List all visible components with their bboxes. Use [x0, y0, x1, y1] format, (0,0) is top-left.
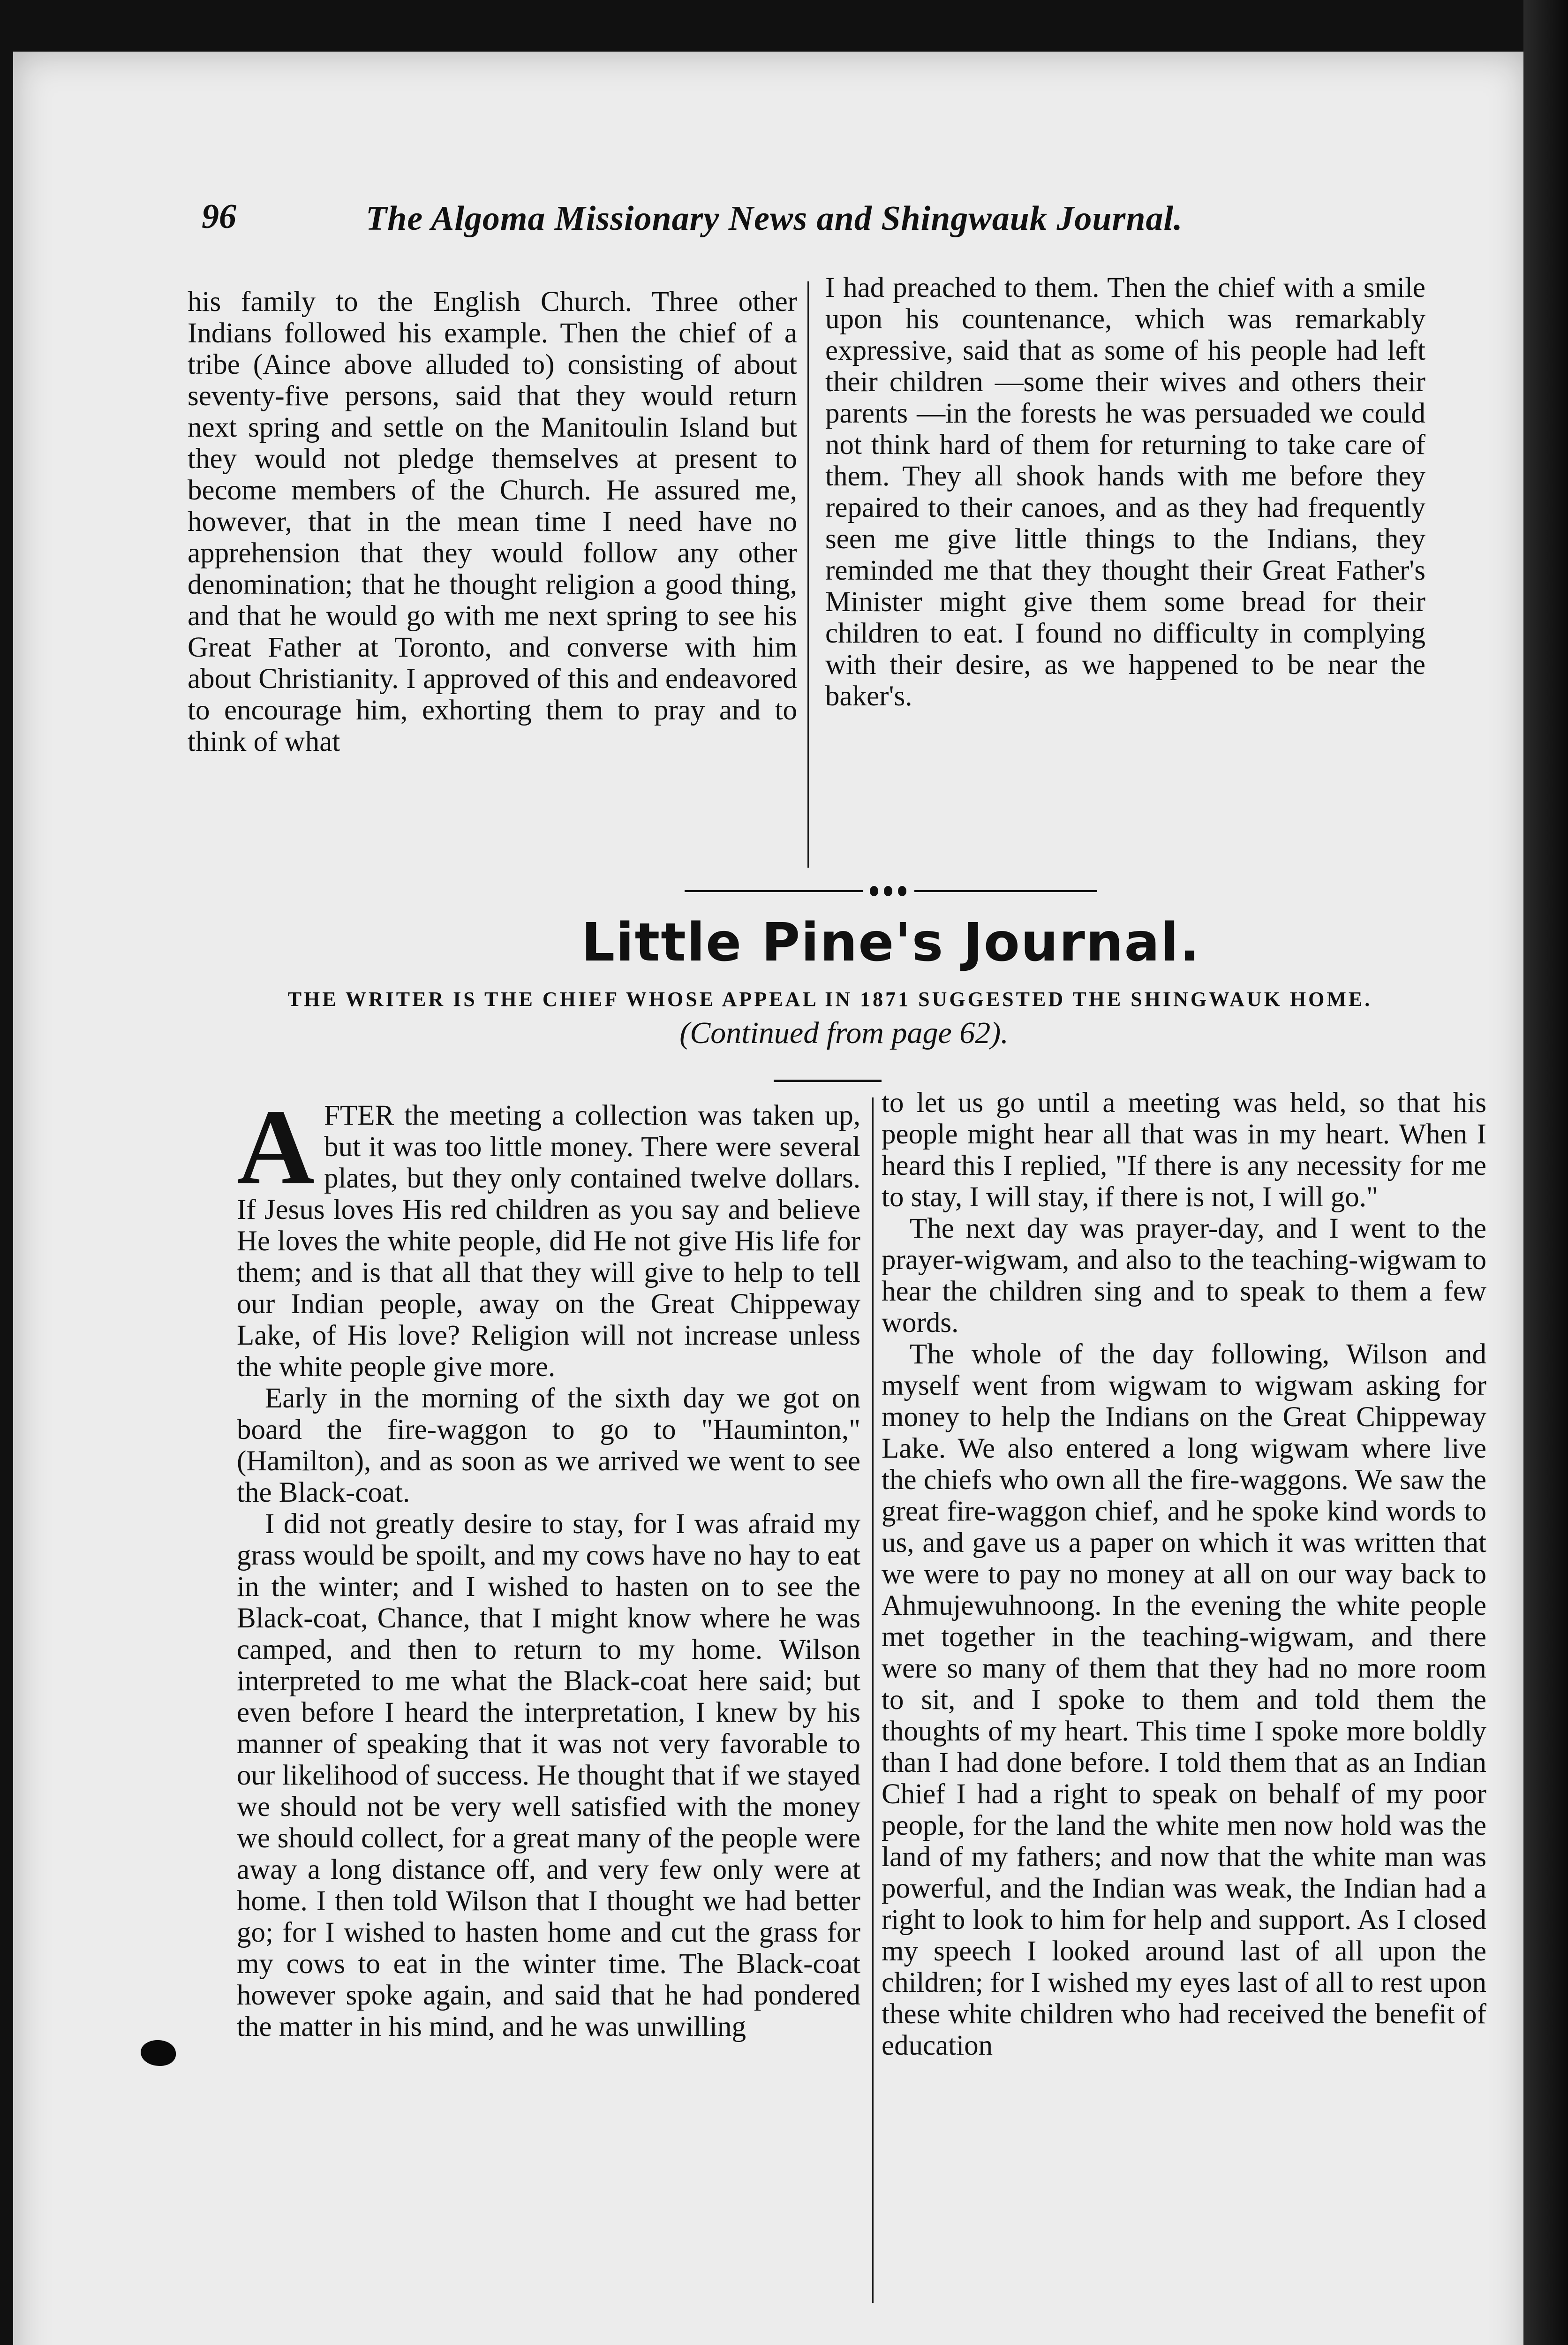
top-right-paragraph: I had preached to them. Then the chief with a smile upon his countenance, which was remarkably expressive, said that as some of his people had left their children —some their wives and others their parents —in the forests he was persuaded we could not think hard of them for returning to take care of them. They all shook hands with me before they repaired to their canoes, and as they had frequently seen me give little things to the Indians, they reminded me that they thought their Great Father's Minister might give them some bread for their children to eat. I found no difficulty in complying with their desire, as we happened to be near the baker's. [825, 272, 1425, 712]
top-left-column [188, 286, 797, 757]
continued-note: (Continued from page 62). [679, 1016, 1009, 1050]
top-left-paragraph: his family to the English Church. Three other Indians followed his example. Then the chief of a tribe (Aince above alluded to) consisting of about seventy-five persons, said that they would return next spring and settle on the Manitoulin Island but they would not pledge themselves at present to become members of the Church. He assured me, however, that in the mean time I need have no apprehension that they would follow any other denomination; that he thought religion a good thing, and that he would go with me next spring to see his Great Father at Toronto, and converse with him about Christianity. I approved of this and endeavored to encourage him, exhorting them to pray and to think of what [188, 286, 797, 757]
page-header [202, 197, 1374, 249]
article-right-column [882, 1087, 1486, 2061]
article-paragraph: to let us go until a meeting was held, so that his people might hear all that was in my heart. When I heard this I replied, "If there is any necessity for me to stay, I will stay, if there is not, I will go." [882, 1087, 1486, 1213]
column-divider-bottom [872, 1097, 874, 2303]
page-edge-shadow [1523, 0, 1568, 2345]
page-number: 96 [202, 197, 236, 236]
title-underline [774, 1080, 882, 1082]
article-paragraph: The whole of the day following, Wilson and myself went from wigwam to wigwam asking for money to help the Indians on the Great Chippeway Lake. We also entered a long wigwam where live the chiefs who own all the fire-waggons. We saw the great fire-waggon chief, and he spoke kind words to us, and gave us a paper on which it was written that we were to pay no money at all on our way back to Ahmujewuhnoong. In the evening the white people met together in the teaching-wigwam, and there were so many of them that they had no more room to sit, and I spoke to them and told them the thoughts of my heart. This time I spoke more boldly than I had done before. I told them that as an Indian Chief I had a right to speak on behalf of my poor people, for the land the white men now hold was the land of my fathers; and now that the white man was powerful, and the Indian was weak, the Indian had a right to look to him for help and support. As I closed my speech I looked around last of all upon the children; for I wished my eyes last of all to rest upon these white children who had received the benefit of education [882, 1339, 1486, 2061]
journal-title: The Algoma Missionary News and Shingwauk Journal. [366, 199, 1183, 238]
top-right-column [825, 272, 1425, 712]
article-paragraph: The next day was prayer-day, and I went to the prayer-wigwam, and also to the teaching-wigwam to hear the children sing and to speak to them a few words. [882, 1213, 1486, 1339]
ornamental-rule [685, 882, 1097, 900]
article-paragraph-text: FTER the meeting a collection was taken up, but it was too little money. There were several plates, but they only contained twelve dollars. If Jesus loves His red children as you say and believe He loves the white people, did He not give His life for them; and is that all that they will give to help to tell our Indian people, away on the Great Chippeway Lake, of His love? Religion will not increase unless the white people give more. [237, 1100, 860, 1383]
column-divider-top [807, 281, 809, 868]
article-paragraph [237, 1087, 860, 1383]
ink-blot-mark [141, 2040, 176, 2066]
article-left-column [237, 1087, 860, 2042]
article-subtitle: THE WRITER IS THE CHIEF WHOSE APPEAL IN 1871 SUGGESTED THE SHINGWAUK HOME. [287, 988, 1372, 1011]
article-paragraph: Early in the morning of the sixth day we got on board the fire-waggon to go to "Hauminton," (Hamilton), and as soon as we arrived we went to see the Black-coat. [237, 1383, 860, 1508]
drop-cap: A [237, 1087, 315, 1207]
article-paragraph: I did not greatly desire to stay, for I was afraid my grass would be spoilt, and my cows have no hay to eat in the winter; and I wished to hasten on to see the Black-coat, Chance, that I might know where he was camped, and then to return to my home. Wilson interpreted to me what the Black-coat here said; but even before I heard the interpretation, I knew by his manner of speaking that it was not very favorable to our likelihood of success. He thought that if we stayed we should not be very well satisfied with the money we should collect, for a great many of the people were away a long distance off, and very few only were at home. I then told Wilson that I thought we had better go; for I wished to hasten home and cut the grass for my cows to eat in the winter time. The Black-coat however spoke again, and said that he had pondered the matter in his mind, and he was unwilling [237, 1508, 860, 2042]
article-title: Little Pine's Journal. [581, 912, 1201, 973]
